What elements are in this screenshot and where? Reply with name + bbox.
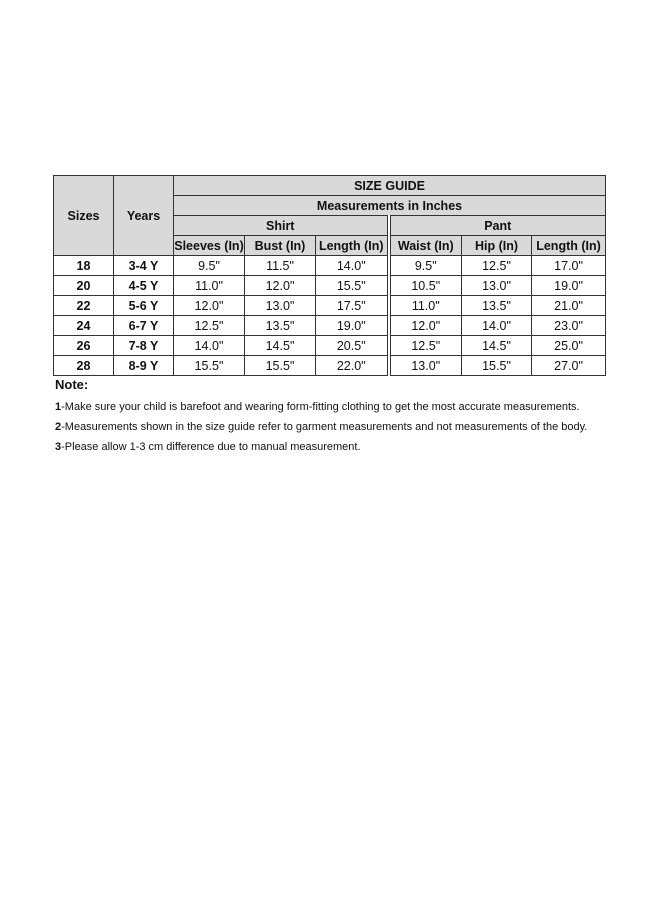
sleeves-cell: 14.0" [174, 336, 245, 356]
note-item [55, 417, 635, 437]
notes-title: Note: [55, 377, 89, 392]
notes-section [55, 377, 635, 457]
sleeves-cell: 9.5" [174, 256, 245, 276]
table-title: SIZE GUIDE [174, 176, 606, 196]
bust-cell: 13.0" [245, 296, 316, 316]
shirt-length-cell: 20.5" [316, 336, 389, 356]
shirt-length-cell: 22.0" [316, 356, 389, 376]
sizes-header: Sizes [54, 176, 114, 256]
table-row [54, 316, 606, 336]
hip-cell: 13.0" [462, 276, 532, 296]
bust-cell: 13.5" [245, 316, 316, 336]
pant-length-cell: 19.0" [532, 276, 606, 296]
column-header-bust: Bust (In) [245, 236, 316, 256]
years-cell: 4-5 Y [114, 276, 174, 296]
column-header-shirt-length: Length (In) [316, 236, 389, 256]
note-number: 2 [55, 421, 62, 433]
sleeves-cell: 12.5" [174, 316, 245, 336]
shirt-length-cell: 15.5" [316, 276, 389, 296]
hip-cell: 14.5" [462, 336, 532, 356]
hip-cell: 14.0" [462, 316, 532, 336]
waist-cell: 12.0" [389, 316, 462, 336]
note-item [55, 397, 635, 417]
bust-cell: 12.0" [245, 276, 316, 296]
waist-cell: 11.0" [389, 296, 462, 316]
size-cell: 26 [54, 336, 114, 356]
shirt-group-header: Shirt [174, 216, 389, 236]
table-row [54, 356, 606, 376]
column-header-hip: Hip (In) [462, 236, 532, 256]
size-cell: 28 [54, 356, 114, 376]
years-cell: 7-8 Y [114, 336, 174, 356]
years-cell: 8-9 Y [114, 356, 174, 376]
bust-cell: 15.5" [245, 356, 316, 376]
years-cell: 5-6 Y [114, 296, 174, 316]
note-number: 1 [55, 401, 62, 413]
table-row [54, 276, 606, 296]
table-row [54, 336, 606, 356]
bust-cell: 14.5" [245, 336, 316, 356]
table-row [54, 296, 606, 316]
shirt-length-cell: 19.0" [316, 316, 389, 336]
waist-cell: 12.5" [389, 336, 462, 356]
size-cell: 18 [54, 256, 114, 276]
pant-length-cell: 23.0" [532, 316, 606, 336]
pant-length-cell: 27.0" [532, 356, 606, 376]
size-cell: 20 [54, 276, 114, 296]
years-cell: 6-7 Y [114, 316, 174, 336]
pant-length-cell: 21.0" [532, 296, 606, 316]
shirt-length-cell: 17.5" [316, 296, 389, 316]
sleeves-cell: 11.0" [174, 276, 245, 296]
waist-cell: 9.5" [389, 256, 462, 276]
pant-length-cell: 17.0" [532, 256, 606, 276]
table-row [54, 256, 606, 276]
note-text: -Make sure your child is barefoot and wearing form-fitting clothing to get the most accurate measurements. [61, 401, 580, 413]
pant-group-header: Pant [389, 216, 606, 236]
pant-length-cell: 25.0" [532, 336, 606, 356]
sleeves-cell: 12.0" [174, 296, 245, 316]
hip-cell: 12.5" [462, 256, 532, 276]
note-item [55, 437, 635, 457]
table-subtitle: Measurements in Inches [174, 196, 606, 216]
note-number: 3 [55, 441, 62, 453]
size-cell: 22 [54, 296, 114, 316]
hip-cell: 13.5" [462, 296, 532, 316]
years-cell: 3-4 Y [114, 256, 174, 276]
waist-cell: 13.0" [389, 356, 462, 376]
shirt-length-cell: 14.0" [316, 256, 389, 276]
column-header-waist: Waist (In) [389, 236, 462, 256]
size-cell: 24 [54, 316, 114, 336]
years-header: Years [114, 176, 174, 256]
hip-cell: 15.5" [462, 356, 532, 376]
waist-cell: 10.5" [389, 276, 462, 296]
column-header-pant-length: Length (In) [532, 236, 606, 256]
column-header-sleeves: Sleeves (In) [174, 236, 245, 256]
size-guide-table [53, 175, 606, 376]
bust-cell: 11.5" [245, 256, 316, 276]
note-text: -Please allow 1-3 cm difference due to manual measurement. [61, 441, 361, 453]
note-text: -Measurements shown in the size guide refer to garment measurements and not measurements of the body. [61, 421, 588, 433]
sleeves-cell: 15.5" [174, 356, 245, 376]
